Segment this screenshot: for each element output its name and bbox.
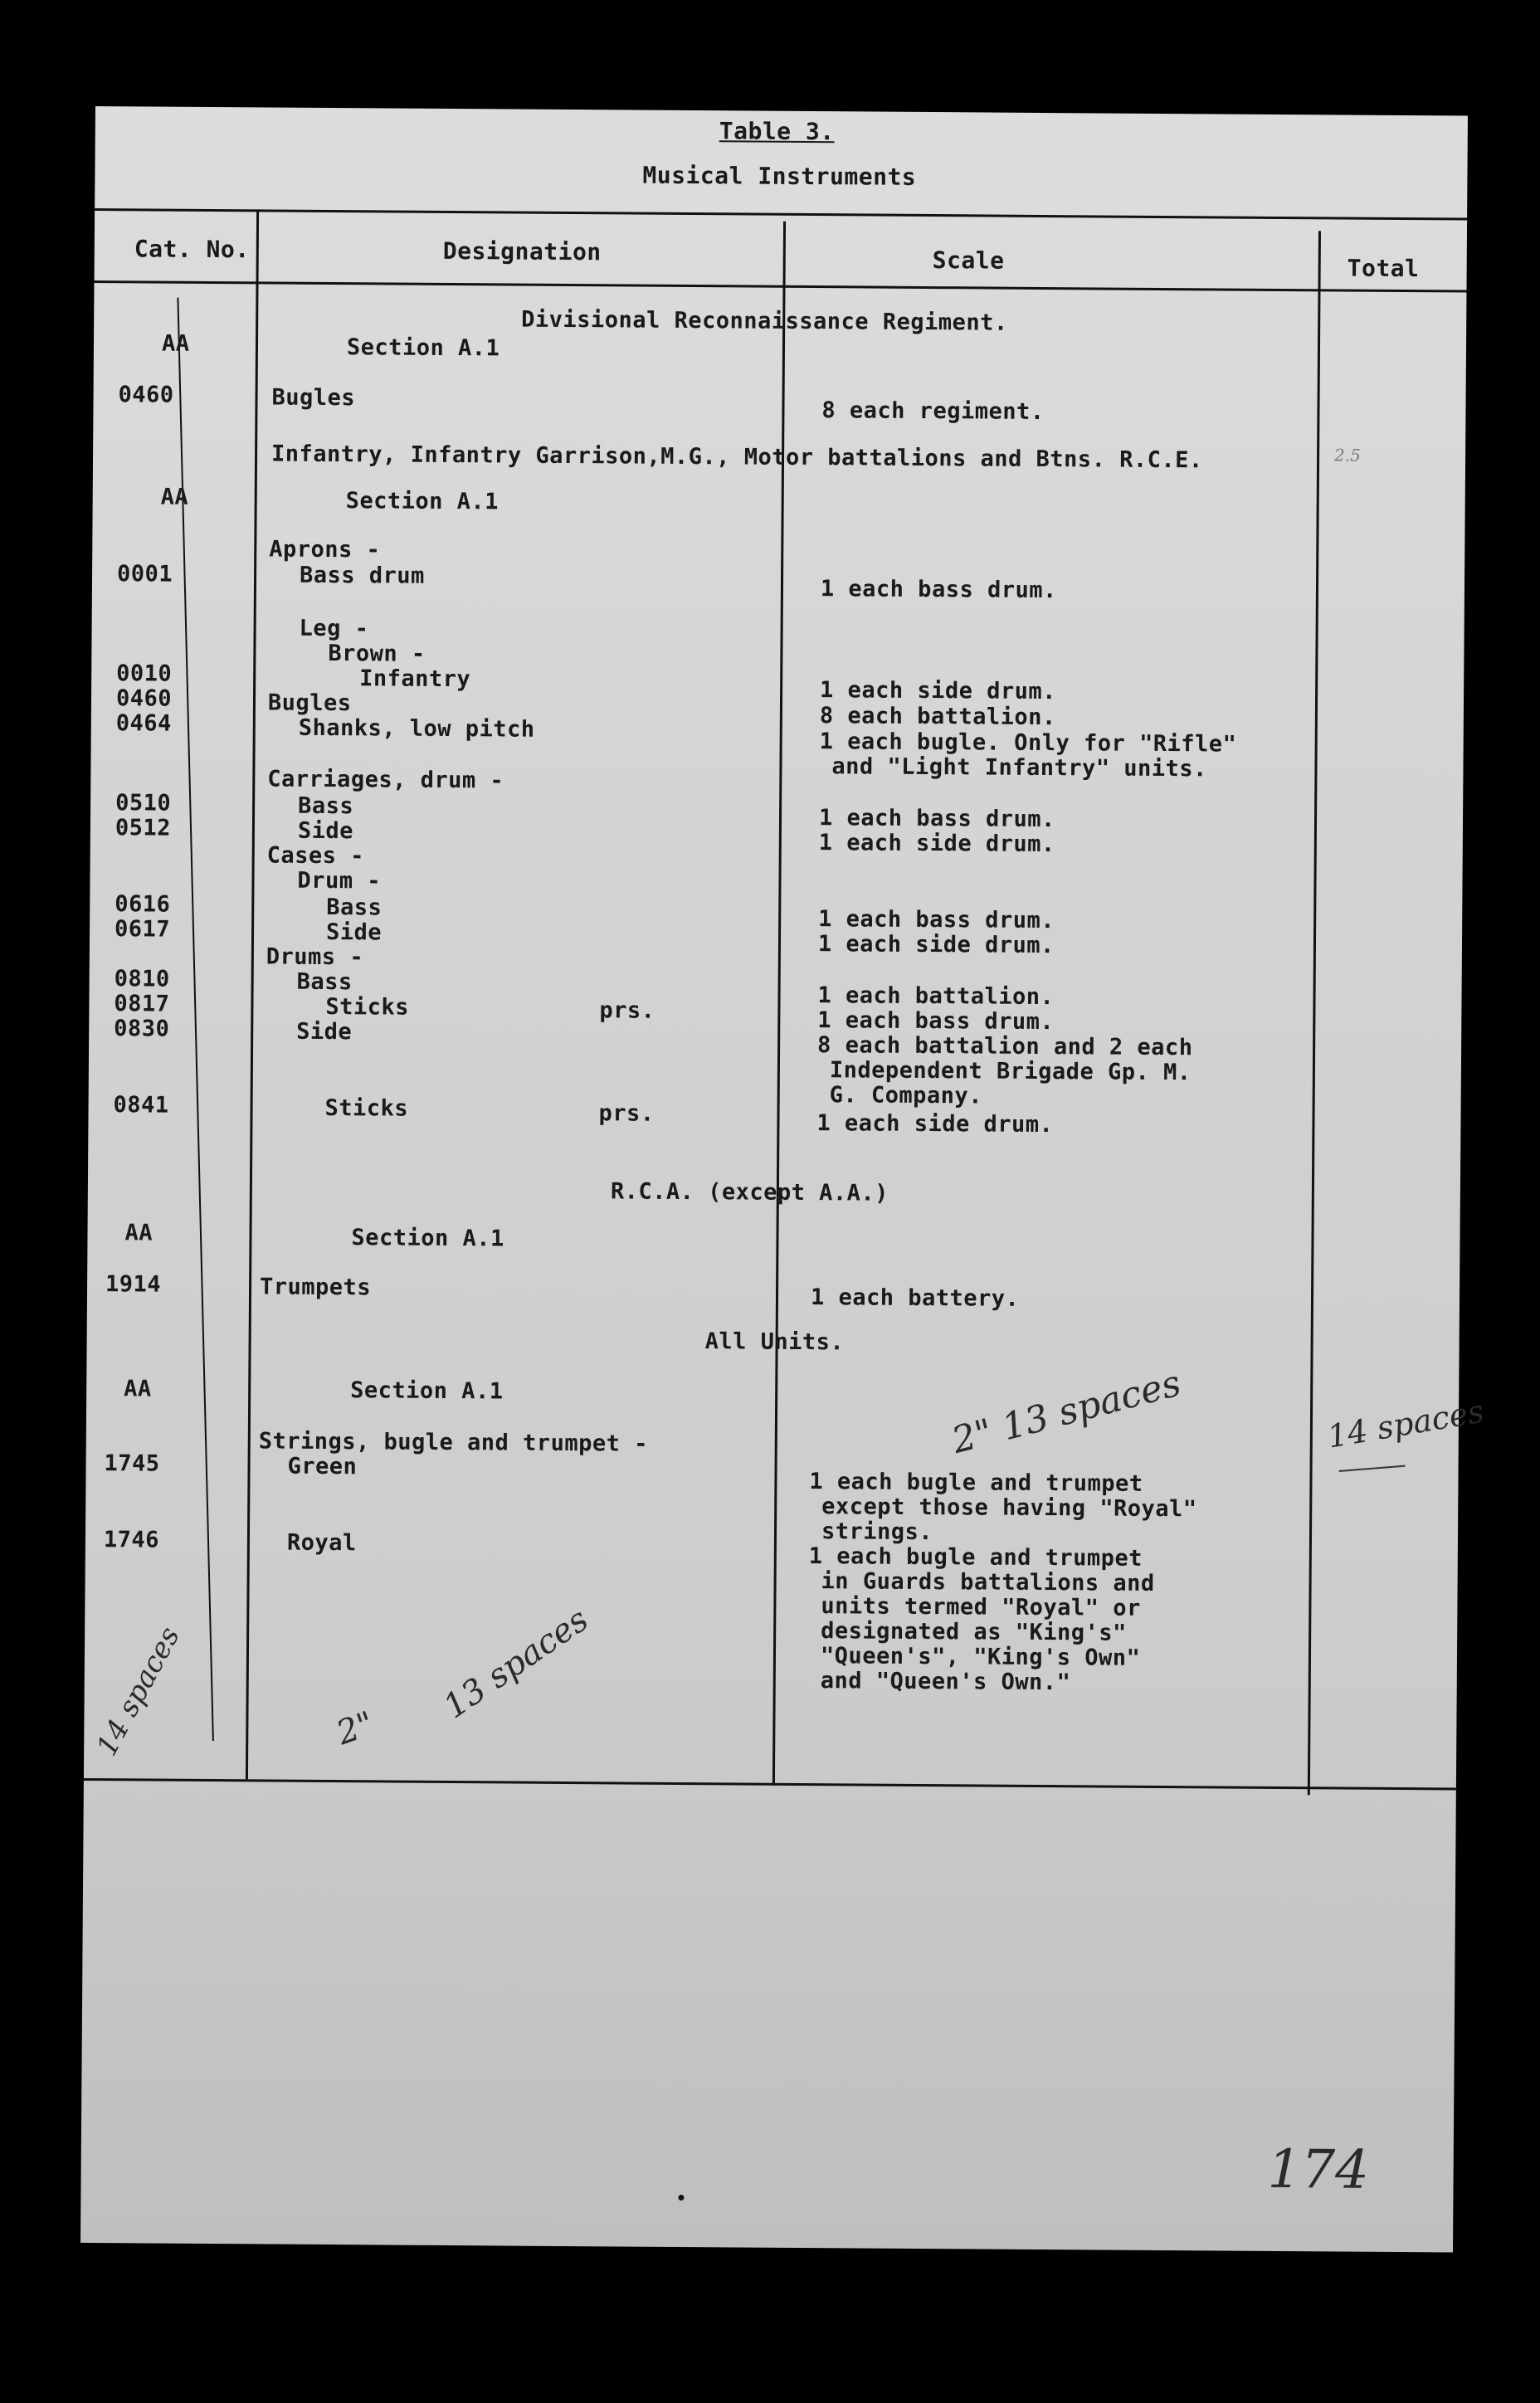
- designation: Sticks: [325, 993, 410, 1021]
- section-label: Section A.1: [346, 334, 500, 362]
- table-top-rule: [95, 208, 1467, 221]
- cat-number: 0001: [116, 561, 173, 587]
- scale: 8 each battalion and 2 each: [817, 1032, 1193, 1061]
- scale: 1 each bass drum.: [817, 1007, 1055, 1036]
- cat-number: 1746: [103, 1527, 160, 1553]
- designation: Trumpets: [259, 1274, 372, 1301]
- section-label: Section A.1: [351, 1225, 504, 1252]
- handwritten-underline: [1339, 1465, 1406, 1472]
- aa-marker: AA: [124, 1220, 154, 1246]
- cat-number: 1914: [105, 1271, 162, 1298]
- table-title: Musical Instruments: [642, 161, 917, 191]
- scale: 1 each bass drum.: [820, 576, 1057, 604]
- scale: in Guards battalions and: [821, 1568, 1155, 1596]
- scale: and "Light Infantry" units.: [831, 753, 1207, 782]
- scale: 1 each side drum.: [820, 677, 1057, 705]
- scale: G. Company.: [829, 1082, 983, 1109]
- scale: "Queen's", "King's Own": [820, 1643, 1141, 1671]
- scale: Independent Brigade Gp. M.: [829, 1057, 1192, 1086]
- aa-marker: AA: [160, 484, 189, 510]
- scale: 1 each bugle and trumpet: [808, 1543, 1143, 1572]
- cat-number: 0512: [115, 815, 172, 841]
- handwritten-total-note: 14 spaces: [1324, 1392, 1487, 1455]
- section-label: Section A.1: [345, 488, 500, 515]
- cat-number: 0460: [115, 685, 173, 712]
- cat-number: 0841: [113, 1092, 169, 1119]
- scale: 8 each regiment.: [821, 397, 1045, 425]
- handwritten-designation-note: 2": [331, 1704, 379, 1753]
- scale: 1 each bass drum.: [818, 906, 1055, 934]
- scale: 1 each side drum.: [817, 931, 1055, 959]
- table-number: Table 3.: [719, 117, 835, 146]
- designation: Leg -: [299, 615, 369, 642]
- cat-number: 0010: [116, 660, 173, 687]
- designation: Infantry: [359, 665, 471, 693]
- document-page: [80, 106, 1487, 2252]
- aa-marker: AA: [161, 330, 190, 357]
- designation: Bugles: [271, 384, 356, 412]
- cat-number: 0810: [114, 966, 170, 992]
- scale: 1 each bugle and trumpet: [809, 1469, 1143, 1497]
- designation: Brown -: [328, 640, 426, 667]
- aa-marker: AA: [124, 1376, 152, 1402]
- column-header-scale: Scale: [932, 246, 1005, 275]
- scale: 1 each battery.: [810, 1284, 1020, 1312]
- section-heading: Infantry, Infantry Garrison,M.G., Motor battalions and Btns. R.C.E.: [270, 441, 1203, 474]
- handwritten-corner-note: 2.5: [1334, 445, 1361, 465]
- handwritten-designation-note: 13 spaces: [436, 1600, 596, 1727]
- designation: Strings, bugle and trumpet -: [258, 1428, 649, 1457]
- header-bottom-rule: [95, 280, 1467, 293]
- handwritten-scale-note: 2" 13 spaces: [948, 1362, 1186, 1462]
- cat-number: 0830: [114, 1016, 170, 1042]
- scale: units termed "Royal" or: [821, 1593, 1141, 1621]
- designation: Bass: [326, 894, 383, 921]
- scale: designated as "King's": [821, 1618, 1127, 1646]
- designation: prs.: [598, 1100, 655, 1127]
- cat-number: 0460: [118, 382, 174, 408]
- column-header-cat-no: Cat. No.: [134, 235, 250, 264]
- designation: Side: [297, 817, 354, 845]
- cat-number: 0817: [114, 991, 170, 1017]
- cat-number: 0464: [115, 710, 172, 737]
- designation: Drum -: [297, 867, 382, 894]
- designation: Drums -: [266, 943, 364, 971]
- cat-number: 0616: [115, 891, 171, 918]
- designation: Aprons -: [269, 536, 381, 563]
- section-heading: Divisional Reconnaissance Regiment.: [521, 306, 1008, 336]
- designation: Bugles: [267, 690, 352, 717]
- column-divider-1: [246, 209, 259, 1779]
- scale: 1 each battalion.: [817, 982, 1055, 1011]
- column-divider-3: [1308, 231, 1321, 1795]
- table-bottom-rule: [84, 1778, 1456, 1791]
- designation: Bass drum: [299, 562, 425, 589]
- handwritten-margin-note: 14 spaces: [90, 1621, 187, 1762]
- scale: except those having "Royal": [821, 1494, 1197, 1523]
- scale: and "Queen's Own.": [820, 1668, 1071, 1696]
- designation: Side: [296, 1018, 353, 1046]
- section-heading: R.C.A. (except A.A.): [610, 1178, 889, 1206]
- scale: 1 each bass drum.: [818, 805, 1055, 833]
- designation: Sticks: [324, 1094, 409, 1122]
- designation: Royal: [286, 1529, 357, 1557]
- ink-dot: [678, 2195, 684, 2201]
- designation: Side: [325, 919, 383, 946]
- scale: 1 each bugle. Only for "Rifle": [819, 729, 1237, 758]
- scale: 1 each side drum.: [816, 1110, 1054, 1138]
- designation: Bass: [298, 792, 354, 820]
- cat-number: 1745: [104, 1450, 160, 1477]
- column-header-designation: Designation: [442, 236, 602, 266]
- margin-line: [177, 298, 214, 1742]
- designation: Cases -: [266, 842, 365, 870]
- column-header-total: Total: [1347, 254, 1420, 283]
- designation: prs.: [599, 997, 655, 1024]
- scale: 1 each side drum.: [818, 830, 1055, 858]
- cat-number: 0617: [114, 916, 171, 943]
- designation: Carriages, drum -: [267, 766, 504, 794]
- designation: Green: [287, 1453, 358, 1480]
- designation: Shanks, low pitch: [298, 714, 535, 743]
- designation: Bass: [296, 968, 353, 996]
- cat-number: 0510: [115, 790, 172, 816]
- handwritten-page-number: 174: [1267, 2138, 1370, 2201]
- scale: strings.: [821, 1518, 933, 1546]
- scale: 8 each battalion.: [819, 703, 1056, 731]
- section-label: Section A.1: [350, 1377, 504, 1405]
- section-heading: All Units.: [704, 1328, 845, 1356]
